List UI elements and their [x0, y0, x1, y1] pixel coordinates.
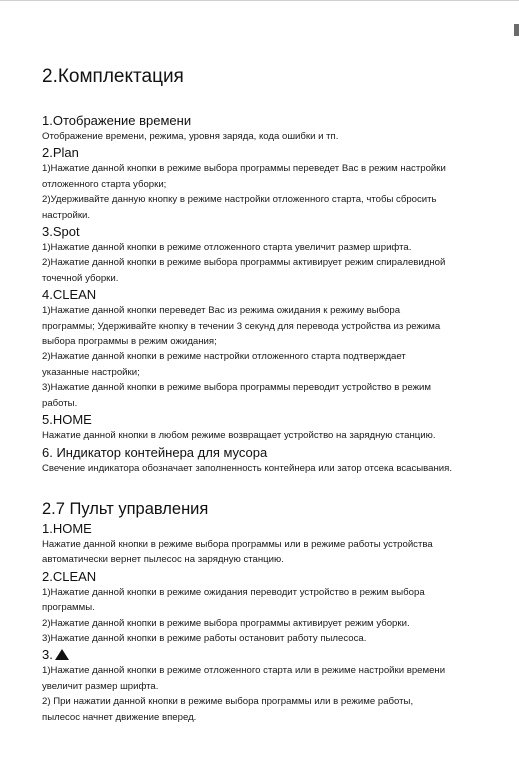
page-corner-tab [514, 24, 519, 36]
item-text: 1)Нажатие данной кнопки в режиме отложенного старта или в режиме настройки времени [42, 665, 446, 677]
item-text: 3)Нажатие данной кнопки в режиме работы остановит работу пылесоса. [42, 632, 367, 644]
item-number: 3. [42, 647, 53, 663]
item-text: 2)Удерживайте данную кнопку в режиме настройки отложенного старта, чтобы сбросить [42, 194, 437, 206]
item-text: Нажатие данной кнопки в режиме выбора программы или в режиме работы устройства [42, 538, 433, 550]
item-text: 1)Нажатие данной кнопки в режиме ожидания переводит устройство в режим выбора [42, 586, 425, 598]
item-text: указанные настройки; [42, 366, 140, 378]
item-heading: 2.CLEAN [42, 568, 97, 584]
item-text: 3)Нажатие данной кнопки в режиме выбора программы переводит устройство в режим [42, 382, 431, 394]
item-text: 1)Нажатие данной кнопки в режиме выбора программы переведет Вас в режим настройки [42, 163, 446, 175]
item-text: 2)Нажатие данной кнопки в режиме выбора программы активирует режим спиралевидной [42, 257, 446, 269]
item-text: 2)Нажатие данной кнопки в режиме настройки отложенного старта подтверждает [42, 351, 406, 363]
item-text: отложенного старта уборки; [42, 178, 167, 190]
item-text: 2)Нажатие данной кнопки в режиме выбора программы активирует режим уборки. [42, 617, 410, 629]
section-title: 2.7 Пульт управления [42, 499, 209, 518]
item-text: настройки. [42, 209, 91, 221]
item-time-display [42, 112, 502, 144]
section-package [42, 112, 502, 476]
item-heading: 5.HOME [42, 412, 92, 428]
item-text: 1)Нажатие данной кнопки в режиме отложенного старта увеличит размер шрифта. [42, 242, 412, 254]
item-heading: 1.Отображение времени [42, 113, 192, 128]
item-text: работы. [42, 397, 78, 409]
remote-item-clean [42, 568, 502, 647]
top-rule [0, 0, 519, 1]
item-heading: 2.Plan [42, 145, 79, 161]
item-text: точечной уборки. [42, 272, 119, 284]
item-bin-indicator [42, 444, 502, 476]
item-text: программы. [42, 602, 95, 614]
item-text: выбора программы в режим ожидания; [42, 336, 217, 348]
section-remote-control [42, 498, 502, 725]
item-text: Отображение времени, режима, уровня заряда, кода ошибки и тп. [42, 131, 339, 142]
item-text: Свечение индикатора обозначает заполненность контейнера или затор отсека всасывания. [42, 462, 453, 474]
item-heading: 6. Индикатор контейнера для мусора [42, 444, 268, 460]
item-plan [42, 144, 502, 223]
document-page [42, 64, 502, 725]
item-text: увеличит размер шрифта. [42, 680, 159, 692]
item-spot [42, 223, 502, 286]
remote-item-home [42, 520, 502, 568]
item-text: пылесос начнет движение вперед. [42, 711, 197, 723]
item-text: 1)Нажатие данной кнопки переведет Вас из режима ожидания к режиму выбора [42, 305, 401, 317]
page-title: 2.Комплектация [42, 66, 184, 87]
item-text: 2) При нажатии данной кнопки в режиме выбора программы или в режиме работы, [42, 696, 414, 708]
item-heading [42, 646, 502, 663]
item-home [42, 411, 502, 443]
item-clean [42, 286, 502, 411]
remote-item-forward [42, 646, 502, 725]
item-text: Нажатие данной кнопки в любом режиме возвращает устройство на зарядную станцию. [42, 430, 436, 442]
triangle-up-icon [55, 649, 69, 660]
item-heading: 4.CLEAN [42, 287, 97, 303]
item-heading: 1.HOME [42, 520, 92, 536]
item-heading: 3.Spot [42, 224, 80, 240]
item-text: автоматически вернет пылесос на зарядную станцию. [42, 554, 284, 566]
item-text: программы; Удерживайте кнопку в течении 3 секунд для перевода устройства из режима [42, 320, 441, 332]
